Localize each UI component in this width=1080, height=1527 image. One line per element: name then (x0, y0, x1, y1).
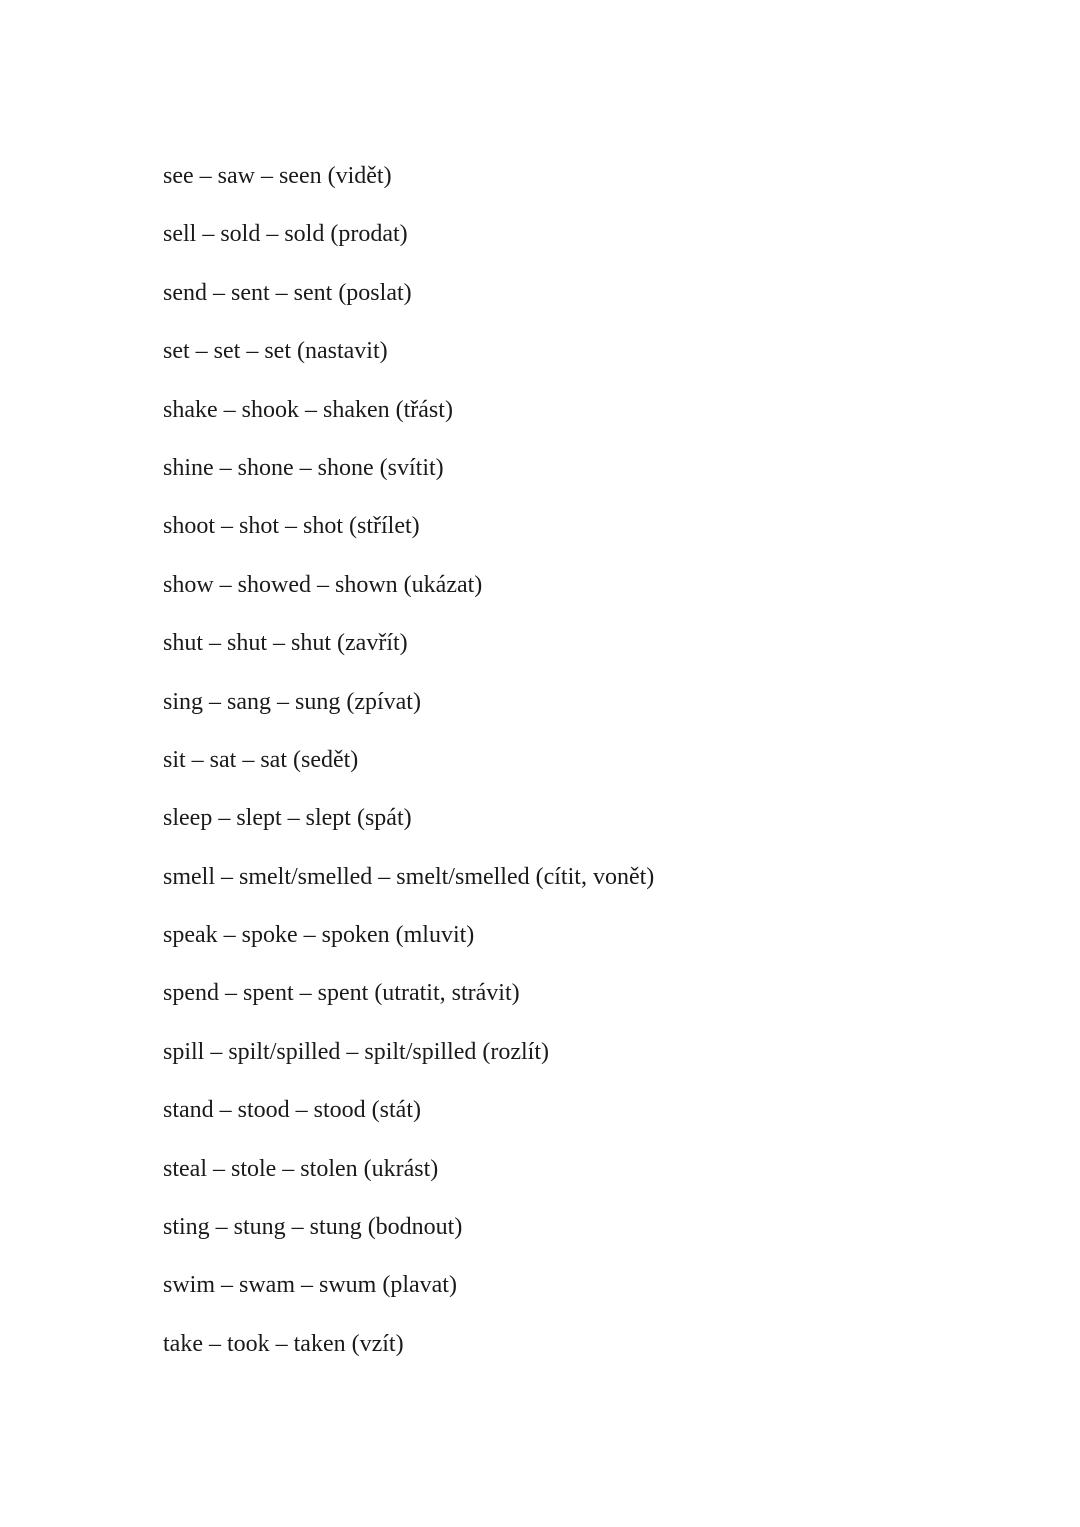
verb-line: send – sent – sent (poslat) (163, 279, 412, 306)
verb-line: set – set – set (nastavit) (163, 338, 388, 365)
verb-line: shine – shone – shone (svítit) (163, 454, 444, 481)
verb-line: take – took – taken (vzít) (163, 1330, 404, 1357)
verb-line: shake – shook – shaken (třást) (163, 396, 453, 423)
verb-line: spend – spent – spent (utratit, strávit) (163, 980, 520, 1007)
verb-line: sleep – slept – slept (spát) (163, 805, 412, 832)
verb-line: swim – swam – swum (plavat) (163, 1272, 457, 1299)
verb-line: smell – smelt/smelled – smelt/smelled (cítit, vonět) (163, 863, 655, 890)
verb-line: show – showed – shown (ukázat) (163, 571, 483, 598)
irregular-verb-list (163, 158, 654, 1384)
verb-line: sell – sold – sold (prodat) (163, 221, 408, 248)
verb-line: see – saw – seen (vidět) (163, 163, 392, 189)
verb-line: shut – shut – shut (zavřít) (163, 630, 408, 657)
verb-line: sing – sang – sung (zpívat) (163, 688, 421, 715)
verb-line: shoot – shot – shot (střílet) (163, 513, 420, 540)
verb-line: sting – stung – stung (bodnout) (163, 1214, 463, 1241)
verb-line: speak – spoke – spoken (mluvit) (163, 922, 475, 949)
verb-line: spill – spilt/spilled – spilt/spilled (rozlít) (163, 1038, 549, 1065)
verb-line: steal – stole – stolen (ukrást) (163, 1155, 439, 1182)
verb-line: sit – sat – sat (sedět) (163, 746, 359, 773)
verb-line: stand – stood – stood (stát) (163, 1097, 421, 1124)
